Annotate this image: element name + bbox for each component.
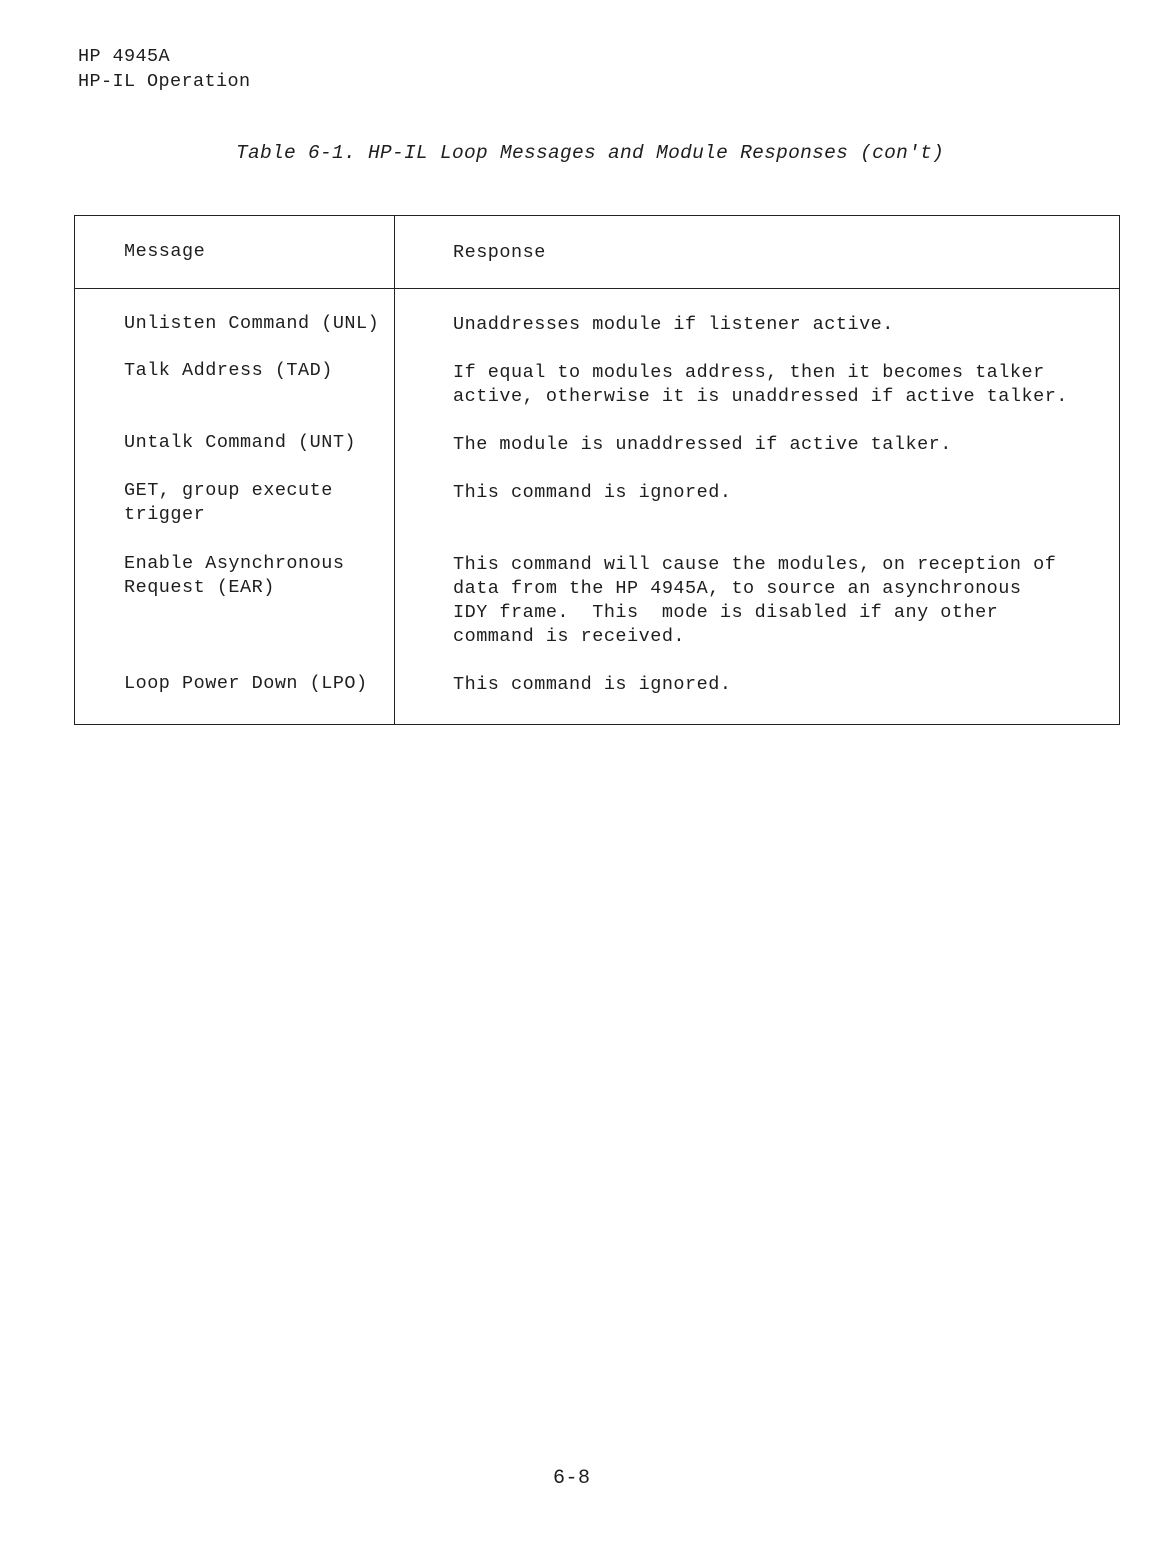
messages-table	[74, 215, 1120, 725]
page-number: 6-8	[553, 1467, 591, 1490]
table-row-response: If equal to modules address, then it becomes talker active, otherwise it is unaddressed if active talker.	[453, 362, 1068, 407]
table-row-message: Untalk Command (UNT)	[124, 432, 357, 453]
column-divider	[394, 216, 395, 724]
table-caption: Table 6-1. HP-IL Loop Messages and Module Responses (con't)	[236, 142, 945, 164]
table-row-message: Talk Address (TAD)	[124, 360, 333, 381]
table-row-response: This command is ignored.	[453, 482, 732, 503]
section-title: HP-IL Operation	[78, 71, 251, 92]
table-row-message: Unlisten Command (UNL)	[124, 313, 380, 334]
document-header	[78, 44, 251, 94]
table-row-message: Loop Power Down (LPO)	[124, 673, 368, 694]
table-row-response: Unaddresses module if listener active.	[453, 314, 894, 335]
table-row-response: The module is unaddressed if active talker.	[453, 434, 952, 455]
header-divider	[75, 288, 1119, 289]
table-row-message: GET, group execute trigger	[124, 480, 333, 525]
column-header-response: Response	[453, 242, 546, 263]
column-header-message: Message	[124, 241, 206, 262]
table-row-response: This command will cause the modules, on reception of data from the HP 4945A, to source an asynchronous IDY frame. This mode is disabled if any other command is received.	[453, 554, 1057, 647]
instrument-model: HP 4945A	[78, 46, 171, 67]
table-row-message: Enable Asynchronous Request (EAR)	[124, 553, 345, 598]
table-row-response: This command is ignored.	[453, 674, 732, 695]
